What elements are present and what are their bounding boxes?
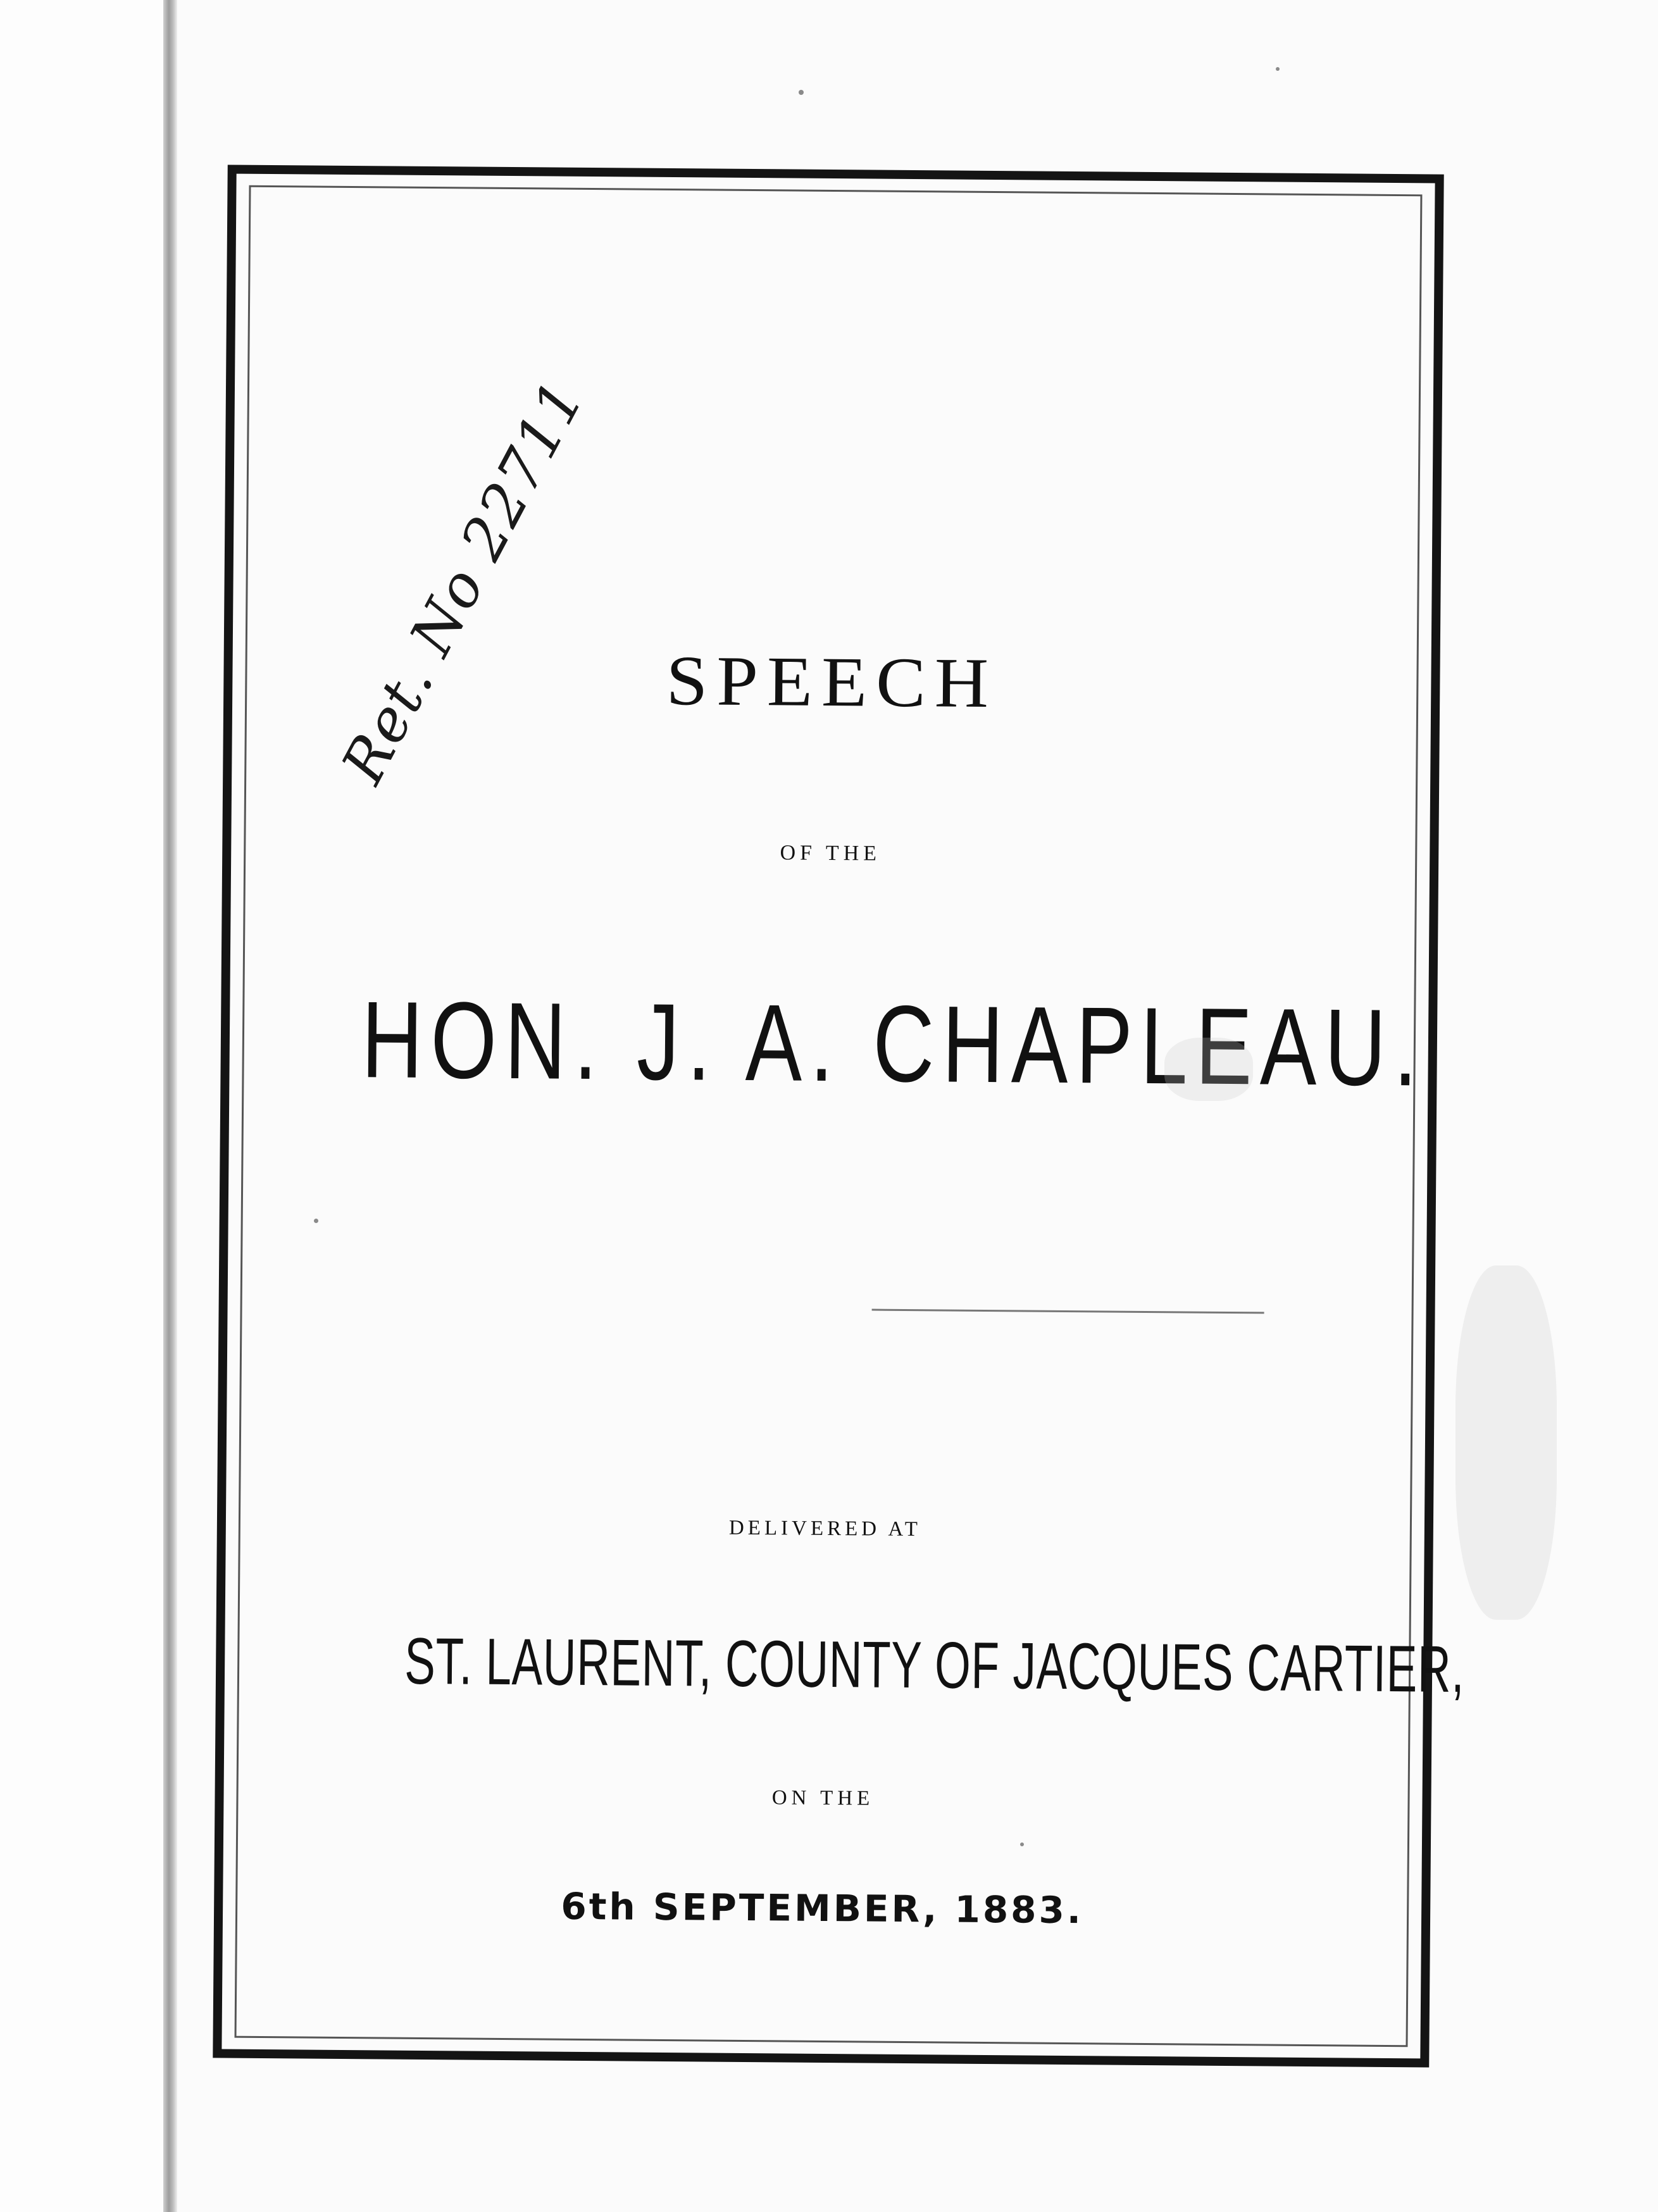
binding-gutter bbox=[163, 0, 177, 2212]
paper-stain bbox=[1455, 1265, 1557, 1620]
handwritten-call-number-text: Ret. No 22711 bbox=[328, 369, 597, 794]
speech-location: ST. LAURENT, COUNTY OF JACQUES CARTIER, bbox=[404, 1624, 1465, 1706]
connector-on-the: ON THE bbox=[771, 1786, 875, 1810]
paper-speck bbox=[314, 1219, 318, 1223]
paper-speck bbox=[1020, 1842, 1024, 1846]
speaker-name: HON. J. A. CHAPLEAU. bbox=[361, 979, 1426, 1109]
paper-speck bbox=[799, 90, 804, 95]
connector-of-the: OF THE bbox=[780, 841, 882, 866]
inner-border-rule bbox=[235, 185, 1465, 2047]
title-speech: SPEECH bbox=[666, 641, 998, 723]
title-page-border-frame bbox=[213, 165, 1465, 2067]
connector-delivered-at: DELIVERED AT bbox=[728, 1516, 921, 1541]
speech-date: 6th SEPTEMBER, 1883. bbox=[561, 1884, 1084, 1932]
facing-blank-leaf bbox=[0, 0, 166, 2212]
paper-stain bbox=[1164, 1038, 1253, 1101]
paper-speck bbox=[1276, 67, 1280, 71]
